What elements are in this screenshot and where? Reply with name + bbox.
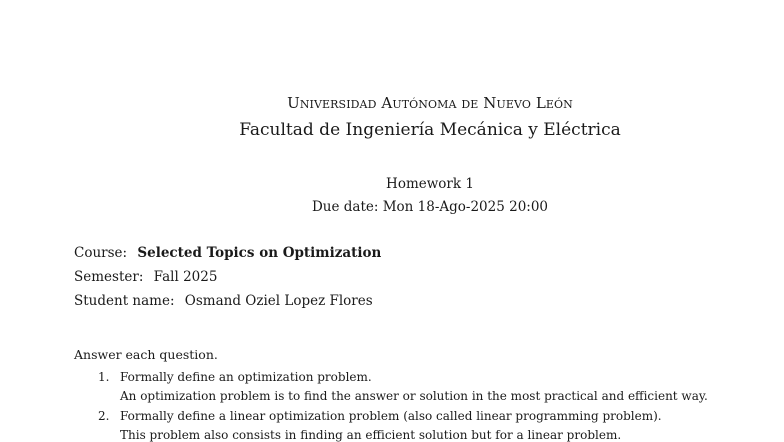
university-name: Universidad Autónoma de Nuevo León [287, 94, 573, 112]
answer-text: This problem also consists in finding an efficient solution but for a linear problem. [120, 428, 622, 442]
course-value: Selected Topics on Optimization [137, 245, 382, 261]
question-text: Formally define an optimization problem. [120, 370, 372, 384]
question-text: Formally define a linear optimization problem (also called linear programming problem). [120, 409, 662, 423]
course-label: Course: [74, 245, 128, 261]
due-date: Due date: Mon 18-Ago-2025 20:00 [311, 199, 549, 215]
answer-text: An optimization problem is to find the answer or solution in the most practical and efficient way. [120, 389, 708, 403]
semester-value: Fall 2025 [153, 269, 218, 285]
semester-label: Semester: [74, 269, 144, 285]
question-item [98, 370, 372, 384]
course-field [74, 245, 381, 261]
faculty-name: Facultad de Ingeniería Mecánica y Eléctrica [239, 120, 621, 140]
question-number: 1. [98, 370, 110, 384]
student-label: Student name: [74, 293, 175, 309]
question-item [98, 409, 662, 423]
question-number: 2. [98, 409, 110, 423]
student-value: Osmand Oziel Lopez Flores [184, 293, 373, 309]
student-field [74, 293, 373, 309]
semester-field [74, 269, 217, 285]
assignment-title: Homework 1 [386, 176, 474, 192]
instructions: Answer each question. [74, 347, 218, 362]
